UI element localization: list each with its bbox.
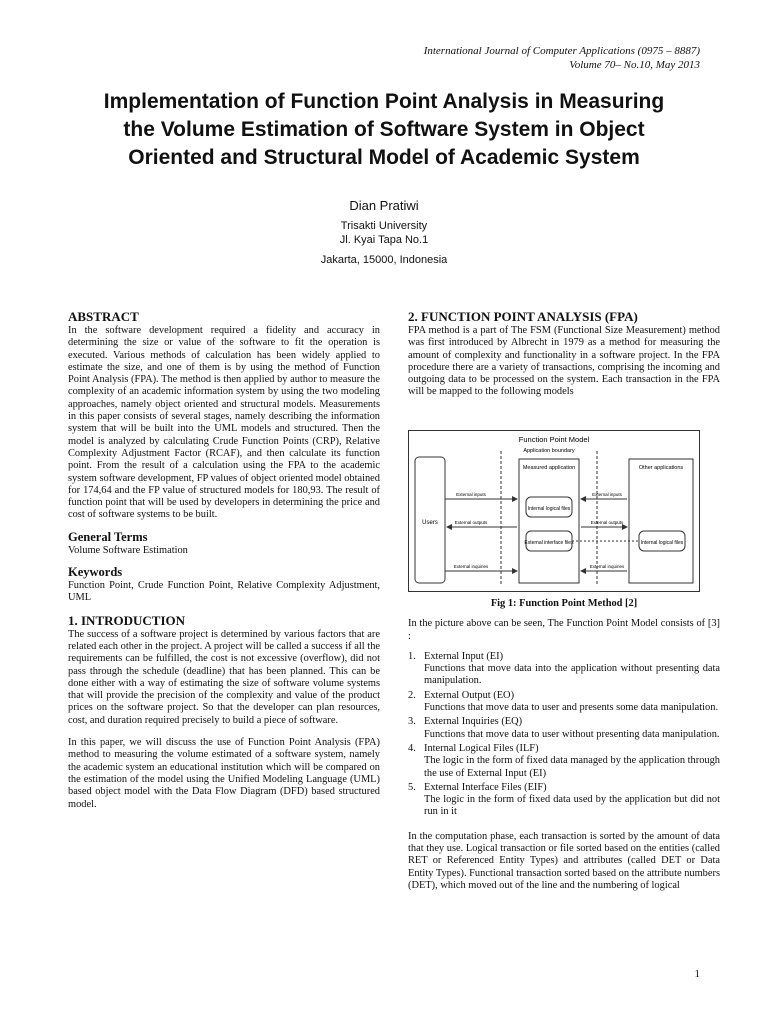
list-item-description: Functions that move data to user without presenting data manipulation. <box>424 728 720 740</box>
list-number: 5. <box>408 781 416 793</box>
list-item <box>408 743 720 780</box>
list-number: 4. <box>408 742 416 754</box>
fpa-paragraph: FPA method is a part of The FSM (Functional Size Measurement) method was first introduced by Albrecht in 1979 as a method for measuring the amount of complexity and functionality in a software project. In the FPA procedure there are a variety of transactions, comprising the incoming and outgoing data to be processed on the system. Each transaction in the FPA will be mapped to the following models <box>408 325 720 398</box>
page-number: 1 <box>694 968 700 980</box>
list-number: 1. <box>408 650 416 662</box>
list-item-description: Functions that move data into the application without presenting data manipulation. <box>424 663 720 687</box>
list-item <box>408 716 720 741</box>
author-street: Jl. Kyai Tapa No.1 <box>339 234 429 246</box>
journal-name: International Journal of Computer Applications (0975 – 8887) <box>423 45 700 57</box>
introduction-paragraph: In this paper, we will discuss the use of Function Point Analysis (FPA) method to measuring the volume estimated of a software system, namely the academic system an educational institution which will be compared on the estimation of the model using the Unified Modeling Language (UML) based object model with the Data Flow Diagram (DFD) based structured model. <box>68 737 380 810</box>
list-item-description: The logic in the form of fixed data used by the application but did not run in it <box>424 794 720 818</box>
author-name: Dian Pratiwi <box>349 198 419 213</box>
fpa-paragraph: In the computation phase, each transaction is sorted by the amount of data that they use. Logical transaction or file sorted based on the entities (called RET or Referenced Entity Types) and attributes (called DET or Data Entity Types). Functional transaction sorted based on the attribute numbers (DET), which moved out of the line and the numbering of logical <box>408 830 720 891</box>
list-item-name: External Input (EI) <box>424 650 504 662</box>
right-column-top <box>408 309 720 399</box>
external-outputs-label: External outputs <box>454 520 488 525</box>
author-affiliation: Trisakti University <box>340 220 428 232</box>
abstract-text: In the software development required a fidelity and accuracy in determining the size or value of the software to fit the operation is executed. Various methods of calculation has been widely applied to estimate the size, and one of them is by using the method of Function Point Analysis (FPA). The method is then applied by author to measure the complexity of an academic information system by using the two modeling approaches, namely object oriented and structural models. Measurements in this paper consists of several stages, namely describing the information system that will be built into the UML models and structured. Then the model is analyzed by calculating Crude Function Points (CRP), Relative Complexity Adjustment Factor (RCAF), and then calculate its function point. From the result of a calculation using the FPA to the academic system software development, FP values of object oriented model obtained for 174,64 and the FP value of structured models for 180,93. The result of function point that will be used by developers in determining the price and cost of software systems to be built. <box>68 325 380 521</box>
list-number: 3. <box>408 716 416 728</box>
introduction-heading: 1. INTRODUCTION <box>68 612 186 628</box>
list-item-name: External Interface Files (EIF) <box>424 781 547 793</box>
other-ilf-label: Internal logical files <box>640 540 684 546</box>
list-item-name: External Inquiries (EQ) <box>424 716 523 728</box>
external-inputs-label: External inputs <box>456 492 486 497</box>
right-inputs-label: External inputs <box>592 492 622 497</box>
abstract-heading: ABSTRACT <box>68 309 139 324</box>
list-number: 2. <box>408 689 416 701</box>
list-item-name: External Output (EO) <box>424 689 515 701</box>
right-outputs-label: External outputs <box>590 520 624 525</box>
function-point-diagram <box>409 431 699 591</box>
title-line: Oriented and Structural Model of Academic System <box>128 146 640 169</box>
keywords-text: Function Point, Crude Function Point, Relative Complexity Adjustment, UML <box>68 580 380 604</box>
external-inquiries-label: External inquiries <box>453 564 489 569</box>
list-item <box>408 782 720 819</box>
figure-title: Function Point Model <box>518 435 590 444</box>
paper-title <box>40 88 728 172</box>
journal-volume: Volume 70– No.10, May 2013 <box>569 59 700 71</box>
right-inquiries-label: External inquiries <box>589 564 625 569</box>
list-item <box>408 651 720 688</box>
figure-caption: Fig 1: Function Point Method [2] <box>490 598 638 609</box>
fpa-heading: 2. FUNCTION POINT ANALYSIS (FPA) <box>408 309 638 324</box>
list-item <box>408 690 720 715</box>
journal-header <box>424 44 700 72</box>
keywords-heading: Keywords <box>68 565 123 580</box>
measured-application-box <box>519 459 579 583</box>
measured-application-label: Measured application <box>522 465 576 471</box>
title-line: the Volume Estimation of Software System in Object <box>123 118 645 141</box>
other-applications-label: Other applications <box>638 465 684 471</box>
introduction-paragraph: The success of a software project is determined by various factors that are related each other in the project. A project will be called a success if all the requirements can be fulfilled, the cost is not excessive (overflow), did not pass through the schedule (deadline) that has been planned. This can be done either with a way of estimating the size of software volume systems that will provide the precision of the complexity and value of the product prices on the software project. So that the developer can plan resources, cost, and duration required precisely to build a piece of software. <box>68 628 380 726</box>
users-label: Users <box>422 520 438 526</box>
general-terms-text: Volume Software Estimation <box>68 544 188 556</box>
list-item-name: Internal Logical Files (ILF) <box>424 742 539 754</box>
title-line: Implementation of Function Point Analysis in Measuring <box>103 90 665 113</box>
function-point-figure <box>408 430 700 592</box>
list-item-description: Functions that move data to user and presents some data manipulation. <box>424 702 719 714</box>
fpa-paragraph: In the picture above can be seen, The Function Point Model consists of [3] : <box>408 618 720 642</box>
left-column <box>68 309 380 811</box>
right-column-bottom <box>408 598 720 892</box>
list-item-description: The logic in the form of fixed data managed by the application through the use of External Input (EI) <box>424 755 720 779</box>
eif-label: External interface files <box>524 540 574 546</box>
boundary-label: Application boundary <box>523 448 575 454</box>
author-city: Jakarta, 15000, Indonesia <box>320 254 448 266</box>
ilf-label: Internal logical files <box>527 506 571 512</box>
other-applications-box <box>629 459 693 583</box>
fpa-component-list <box>408 651 720 819</box>
general-terms-heading: General Terms <box>68 529 148 544</box>
